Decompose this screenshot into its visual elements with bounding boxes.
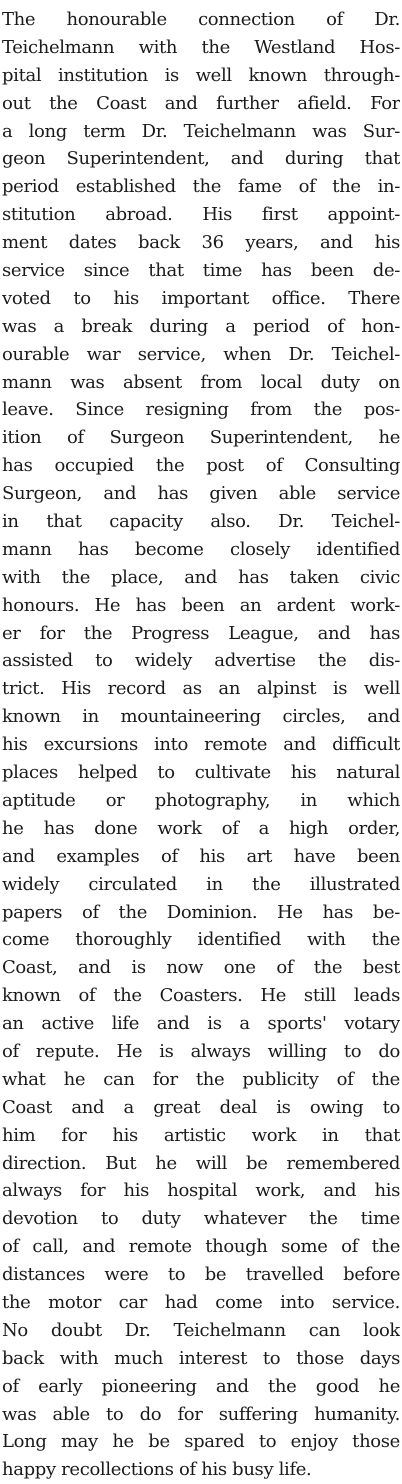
text-line: ourable war service, when Dr. Teichel-: [2, 343, 400, 365]
text-line: Long may he be spared to enjoy those: [2, 1431, 400, 1453]
text-line: distances were to be travelled before: [2, 1264, 400, 1286]
text-line: him for his artistic work in that: [2, 1124, 400, 1146]
text-line: in that capacity also. Dr. Teichel-: [2, 511, 400, 533]
text-line: honours. He has been an ardent work-: [2, 594, 400, 616]
text-line: trict. His record as an alpinst is well: [2, 678, 400, 700]
text-line: and examples of his art have been: [2, 845, 400, 867]
text-line: back with much interest to those days: [2, 1347, 400, 1369]
text-line: Surgeon, and has given able service: [2, 483, 400, 505]
text-line: Teichelmann with the Westland Hos-: [2, 36, 400, 58]
text-line: out the Coast and further afield. For: [2, 92, 400, 114]
text-line: has occupied the post of Consulting: [2, 455, 400, 477]
text-line: of repute. He is always willing to do: [2, 1040, 400, 1062]
text-line: direction. But he will be remembered: [2, 1152, 400, 1174]
text-line: come thoroughly identified with the: [2, 929, 400, 951]
text-line: ment dates back 36 years, and his: [2, 232, 400, 254]
text-line: pital institution is well known through-: [2, 64, 400, 86]
text-line: with the place, and has taken civic: [2, 566, 400, 588]
text-line: papers of the Dominion. He has be-: [2, 901, 400, 923]
text-line: was a break during a period of hon-: [2, 315, 400, 337]
text-line: Coast and a great deal is owing to: [2, 1096, 400, 1118]
text-line: what he can for the publicity of the: [2, 1068, 400, 1090]
text-line: an active life and is a sports' votary: [2, 1013, 400, 1035]
text-line: mann has become closely identified: [2, 538, 400, 560]
text-line: of early pioneering and the good he: [2, 1375, 400, 1397]
text-line: devotion to duty whatever the time: [2, 1208, 400, 1230]
text-line: The honourable connection of Dr.: [2, 9, 400, 30]
article-column: [2, 6, 400, 1484]
text-line: er for the Progress League, and has: [2, 622, 400, 644]
text-line: always for his hospital work, and his: [2, 1180, 400, 1202]
text-line: assisted to widely advertise the dis-: [2, 650, 400, 672]
text-line: his excursions into remote and difficult: [2, 734, 400, 756]
text-line: of call, and remote though some of the: [2, 1236, 400, 1258]
text-line: places helped to cultivate his natural: [2, 762, 400, 784]
text-line: No doubt Dr. Teichelmann can look: [2, 1319, 400, 1341]
text-line: aptitude or photography, in which: [2, 789, 400, 811]
text-line: service since that time has been de-: [2, 260, 400, 282]
text-line: the motor car had come into service.: [2, 1291, 400, 1313]
text-line: a long term Dr. Teichelmann was Sur-: [2, 120, 400, 142]
text-line: he has done work of a high order,: [2, 817, 400, 839]
text-line: Coast, and is now one of the best: [2, 957, 400, 979]
text-line: widely circulated in the illustrated: [2, 873, 400, 895]
text-line: happy recollections of his busy life.: [2, 1459, 312, 1481]
text-line: ition of Surgeon Superintendent, he: [2, 427, 400, 449]
text-line: leave. Since resigning from the pos-: [2, 399, 400, 421]
text-line: known in mountaineering circles, and: [2, 706, 400, 728]
text-line: geon Superintendent, and during that: [2, 148, 400, 170]
text-line: period established the fame of the in-: [2, 176, 400, 198]
text-line: mann was absent from local duty on: [2, 371, 400, 393]
text-line: voted to his important office. There: [2, 287, 400, 309]
text-line: was able to do for suffering humanity.: [2, 1403, 400, 1425]
text-line: stitution abroad. His first appoint-: [2, 204, 400, 226]
text-line: known of the Coasters. He still leads: [2, 985, 400, 1007]
